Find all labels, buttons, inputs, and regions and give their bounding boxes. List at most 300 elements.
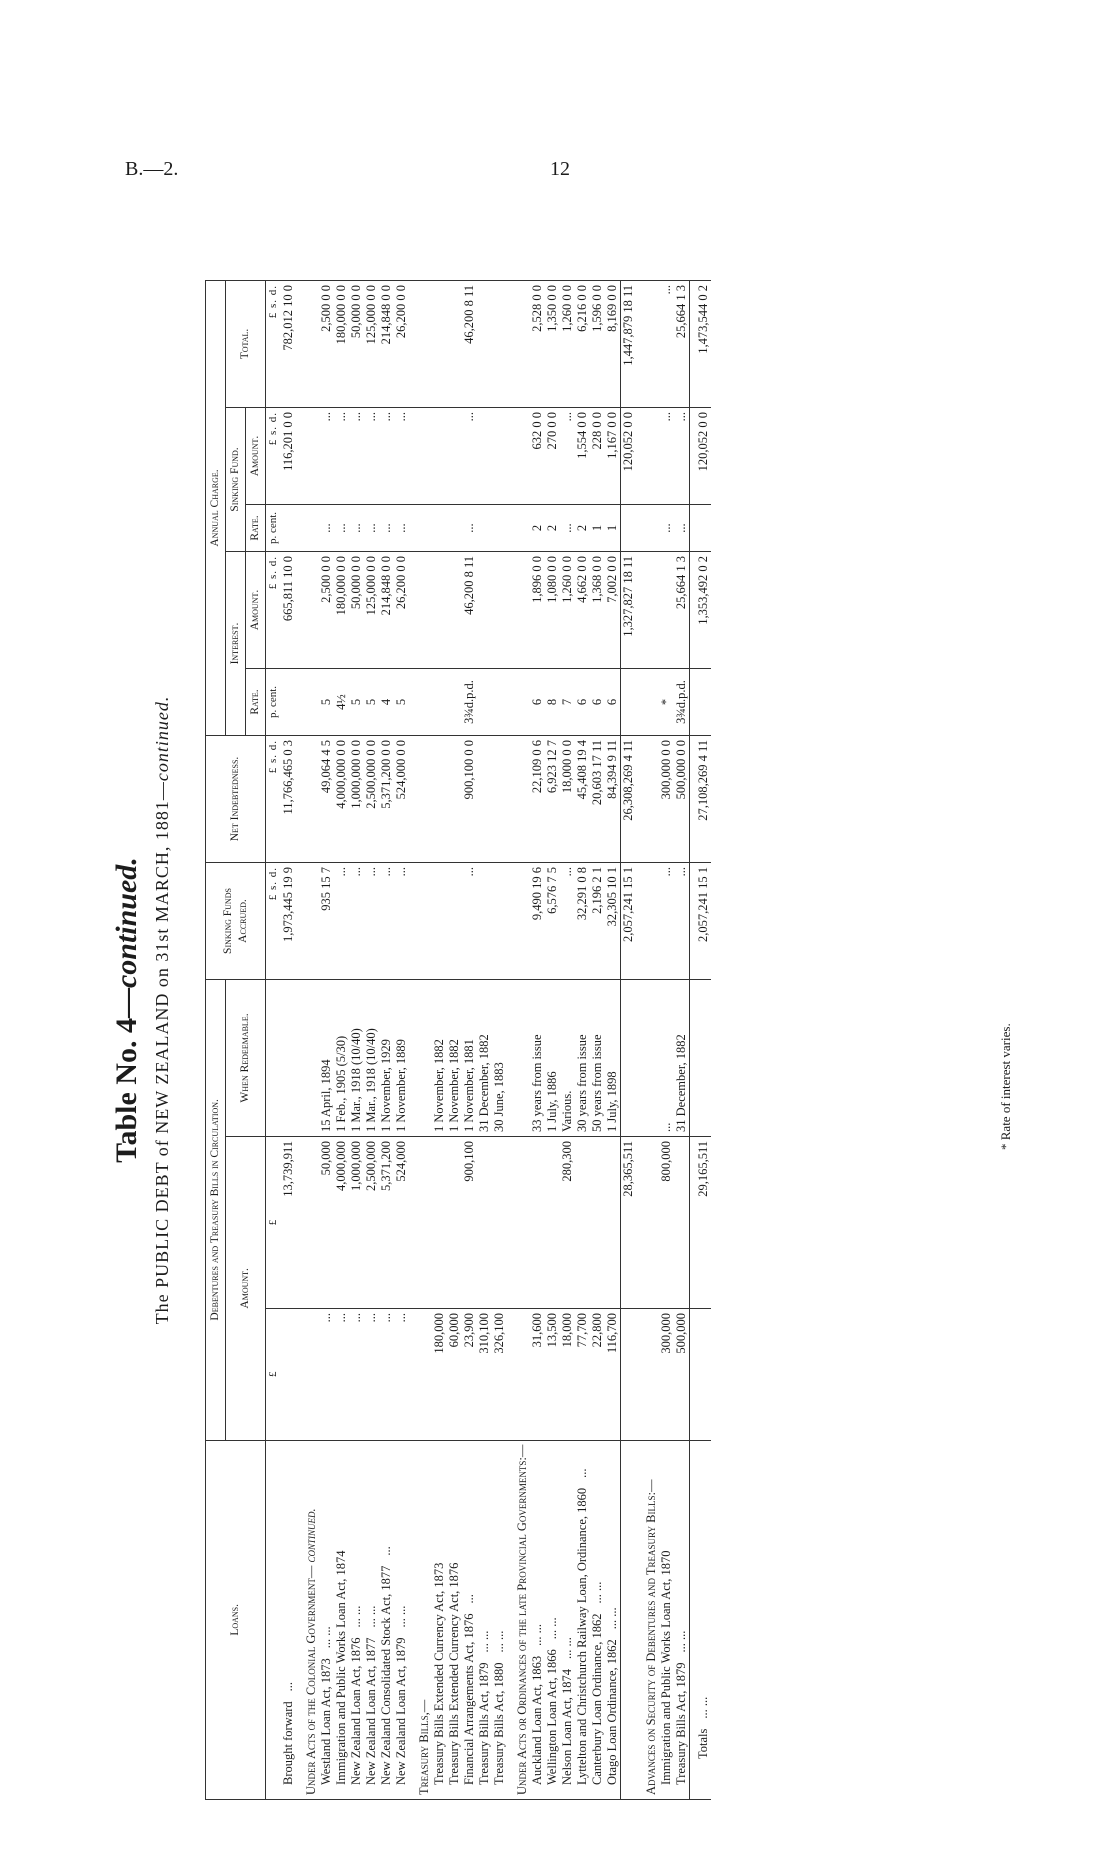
section-label: Under Acts of the Colonial Government— continued. [296,1440,319,1799]
empty-cell [409,863,432,980]
empty-cell [409,980,432,1137]
sinking-rate: ... [560,505,575,552]
sinking-rate: 2 [545,505,560,552]
when-redeemable [281,980,296,1137]
empty-cell [507,736,530,863]
loan-name: Wellington Loan Act, 1866... ... [545,1440,560,1799]
col-when: When Redeemable. [226,980,266,1137]
empty-cell [296,281,319,408]
interest-rate: 5 [349,669,364,736]
when-redeemable: 33 years from issue [530,980,545,1137]
annual-total: 180,000 0 0 [334,281,349,408]
amount-total [575,1137,590,1309]
net-indebtedness: 5,371,200 0 0 [379,736,394,863]
loan-name: New Zealand Loan Act, 1879... ... [394,1440,409,1799]
net-indebtedness: 49,064 4 5 [319,736,334,863]
annual-total: 6,216 0 0 [575,281,590,408]
sinking-amount: 632 0 0 [530,408,545,505]
loan-name: Westland Loan Act, 1873... ... [319,1440,334,1799]
col-int-rate: Rate. [246,669,266,736]
empty-cell [409,1308,432,1440]
dot-leader: ... [575,1468,589,1478]
interest-rate: 6 [605,669,621,736]
col-int-amount: Amount. [246,552,266,669]
sinking-amount [432,408,447,505]
empty-cell [409,408,432,505]
dot-leader: ... ... [319,1626,333,1649]
interest-amount: 1,080 0 0 [545,552,560,669]
sinking-amount [477,408,492,505]
loan-name: New Zealand Consolidated Stock Act, 1877... [379,1440,394,1799]
sinking-funds-accrued: ... [379,863,394,980]
interest-rate [621,669,637,736]
net-indebtedness: 20,603 17 11 [590,736,605,863]
amount-total [492,1137,507,1309]
annual-total [447,281,462,408]
sinking-funds-accrued: ... [462,863,477,980]
annual-total: 1,473,544 0 2 [690,281,712,408]
table-row [674,281,690,1800]
interest-rate [477,669,492,736]
col-total: Total. [226,281,266,408]
table-row [432,281,447,1800]
dot-leader: ... ... [349,1605,363,1628]
annual-total [432,281,447,408]
sinking-rate [281,505,296,552]
col-loans: Loans. [206,1440,266,1799]
net-indebtedness: 26,308,269 4 11 [621,736,637,863]
empty-cell [507,669,530,736]
interest-rate: 6 [530,669,545,736]
amount-total: 800,000 [659,1137,674,1309]
interest-amount: 180,000 0 0 [334,552,349,669]
when-redeemable [690,980,712,1137]
table-row [447,281,462,1800]
empty-cell [507,1137,530,1309]
when-redeemable: 1 July, 1898 [605,980,621,1137]
interest-amount: 26,200 0 0 [394,552,409,669]
sinking-funds-accrued: ... [659,863,674,980]
empty-cell [296,669,319,736]
empty-cell [409,669,432,736]
interest-rate: 5 [394,669,409,736]
sinking-amount: 270 0 0 [545,408,560,505]
net-indebtedness: 524,000 0 0 [394,736,409,863]
amount-part [281,1308,296,1440]
empty-cell [296,736,319,863]
empty-cell [296,980,319,1137]
net-indebtedness [447,736,462,863]
section-label: Under Acts or Ordinances of the late Provincial Governments:— [507,1440,530,1799]
when-redeemable: 1 November, 1882 [432,980,447,1137]
table-row [281,281,296,1800]
loan-name: New Zealand Loan Act, 1876... ... [349,1440,364,1799]
sinking-funds-accrued: ... [394,863,409,980]
empty-cell [636,281,659,408]
col-interest: Interest. [226,552,246,736]
loan-name: Financial Arrangements Act, 1876... [462,1440,477,1799]
sinking-amount: ... [560,408,575,505]
amount-total: 13,739,911 [281,1137,296,1309]
subtotal-row [621,281,637,1800]
empty-cell [507,408,530,505]
empty-cell [636,863,659,980]
section-label: Advances on Security of Debentures and Treasury Bills:— [636,1440,659,1799]
interest-amount [477,552,492,669]
sinking-funds-accrued: ... [560,863,575,980]
net-indebtedness: 2,500,000 0 0 [364,736,379,863]
interest-rate: 3¾d.p.d. [462,669,477,736]
dot-leader: ... ... [545,1617,559,1640]
sinking-funds-accrued [432,863,447,980]
when-redeemable: 1 November, 1929 [379,980,394,1137]
loan-name: Immigration and Public Works Loan Act, 1874 [334,1440,349,1799]
loan-name: Auckland Loan Act, 1863... ... [530,1440,545,1799]
interest-amount: 1,896 0 0 [530,552,545,669]
sinking-amount: ... [334,408,349,505]
empty-cell [409,1137,432,1309]
sinking-rate [492,505,507,552]
sinking-amount [492,408,507,505]
sinking-amount: ... [379,408,394,505]
table-row [605,281,621,1800]
loan-name: Lyttelton and Christchurch Railway Loan, Ordinance, 1860... [575,1440,590,1799]
sinking-amount: 1,554 0 0 [575,408,590,505]
net-indebtedness: 27,108,269 4 11 [690,736,712,863]
annual-total: 1,447,879 18 11 [621,281,637,408]
dot-leader: ... ... [394,1605,408,1628]
amount-part: 310,100 [477,1308,492,1440]
amount-part: 77,700 [575,1308,590,1440]
sinking-rate [690,505,712,552]
interest-rate [492,669,507,736]
interest-amount: 214,848 0 0 [379,552,394,669]
sinking-rate [477,505,492,552]
amount-total: 900,100 [462,1137,477,1309]
amount-part: ... [319,1308,334,1440]
sinking-rate: ... [462,505,477,552]
table-row [492,281,507,1800]
empty-cell [296,408,319,505]
annual-total: 2,500 0 0 [319,281,334,408]
annual-total: ... [659,281,674,408]
sinking-rate: 1 [605,505,621,552]
sinking-rate [447,505,462,552]
amount-total: 524,000 [394,1137,409,1309]
col-amount: Amount. [226,1137,266,1441]
table-row [334,281,349,1800]
net-indebtedness: 900,100 0 0 [462,736,477,863]
empty-cell [636,552,659,669]
interest-amount: 4,662 0 0 [575,552,590,669]
empty-cell [296,1308,319,1440]
when-redeemable: 30 June, 1883 [492,980,507,1137]
sinking-rate: ... [394,505,409,552]
interest-amount: 1,327,827 18 11 [621,552,637,669]
amount-total: 50,000 [319,1137,334,1309]
sinking-amount: ... [659,408,674,505]
empty-cell [507,281,530,408]
dot-leader: ... ... [364,1605,378,1628]
when-redeemable: 31 December, 1882 [477,980,492,1137]
table-row [319,281,334,1800]
interest-amount: 125,000 0 0 [364,552,379,669]
empty-cell [296,505,319,552]
table-row [590,281,605,1800]
table-row [477,281,492,1800]
when-redeemable: ... [659,980,674,1137]
when-redeemable: 50 years from issue [590,980,605,1137]
interest-amount: 25,664 1 3 [674,552,690,669]
interest-amount [447,552,462,669]
sinking-amount: ... [394,408,409,505]
amount-part: 23,900 [462,1308,477,1440]
net-indebtedness [477,736,492,863]
sinking-amount: 120,052 0 0 [690,408,712,505]
empty-cell [409,736,432,863]
annual-total: 26,200 0 0 [394,281,409,408]
table-row [379,281,394,1800]
interest-rate: 3¾d.p.d. [674,669,690,736]
amount-total: 280,300 [560,1137,575,1309]
empty-cell [296,552,319,669]
interest-amount: 2,500 0 0 [319,552,334,669]
loan-name: Nelson Loan Act, 1874... ... [560,1440,575,1799]
sinking-funds-accrued: ... [334,863,349,980]
empty-cell [296,1137,319,1309]
amount-total: 4,000,000 [334,1137,349,1309]
loan-name: Treasury Bills Act, 1879... ... [674,1440,690,1799]
sinking-funds-accrued: 2,057,241 15 1 [621,863,637,980]
sinking-funds-accrued [447,863,462,980]
interest-rate: 6 [590,669,605,736]
sinking-rate: 2 [530,505,545,552]
sinking-funds-accrued: 6,576 7 5 [545,863,560,980]
sinking-amount: ... [349,408,364,505]
net-indebtedness: 84,394 9 11 [605,736,621,863]
loan-name: Canterbury Loan Ordinance, 1862... ... [590,1440,605,1799]
dot-leader: ... ... [590,1581,604,1604]
table-subtitle: The PUBLIC DEBT of NEW ZEALAND on 31st MARCH, 1881—continued. [152,695,172,1325]
sinking-amount: ... [674,408,690,505]
amount-total: 28,365,511 [621,1137,637,1309]
annual-total: 25,664 1 3 [674,281,690,408]
loan-name: New Zealand Loan Act, 1877... ... [364,1440,379,1799]
interest-amount: 1,353,492 0 2 [690,552,712,669]
dot-leader: ... ... [492,1630,506,1653]
loan-name: Treasury Bills Extended Currency Act, 1873 [432,1440,447,1799]
when-redeemable: 1 Feb., 1905 (5/30) [334,980,349,1137]
totals-row [690,281,712,1800]
annual-total: 1,350 0 0 [545,281,560,408]
table-body [266,281,712,1800]
annual-total: 8,169 0 0 [605,281,621,408]
net-indebtedness: 4,000,000 0 0 [334,736,349,863]
interest-rate: 7 [560,669,575,736]
section-row [296,281,319,1800]
sinking-funds-accrued: 32,305 10 1 [605,863,621,980]
sinking-rate: ... [349,505,364,552]
interest-amount [659,552,674,669]
empty-cell [636,736,659,863]
sinking-amount: 1,167 0 0 [605,408,621,505]
sinking-rate: ... [379,505,394,552]
interest-amount: 1,368 0 0 [590,552,605,669]
col-annual: Annual Charge. [206,281,226,736]
units-row: £ £ £ s. d. £ s. d. p. cent. £ s. d. p. cent. £ s. d. £ s. d. [266,281,282,1800]
sinking-rate: ... [364,505,379,552]
amount-total [477,1137,492,1309]
loan-name: Immigration and Public Works Loan Act, 1870 [659,1440,674,1799]
empty-cell [636,408,659,505]
sinking-rate [621,505,637,552]
empty-cell [507,552,530,669]
loan-name: Treasury Bills Extended Currency Act, 1876 [447,1440,462,1799]
amount-total [530,1137,545,1309]
section-row [409,281,432,1800]
table-row [545,281,560,1800]
when-redeemable: 1 November, 1881 [462,980,477,1137]
when-redeemable: 31 December, 1882 [674,980,690,1137]
amount-total: 29,165,511 [690,1137,712,1309]
empty-cell [636,980,659,1137]
dot-leader: ... [379,1546,393,1556]
annual-total [492,281,507,408]
public-debt-table [205,280,711,1800]
table-title: Table No. 4—continued. [110,857,143,1163]
interest-amount: 46,200 8 11 [462,552,477,669]
interest-rate [447,669,462,736]
interest-amount: 7,002 0 0 [605,552,621,669]
net-indebtedness: 1,000,000 0 0 [349,736,364,863]
col-sf-rate: Rate. [246,505,266,552]
table-row [394,281,409,1800]
col-sinking: Sinking Fund. [226,408,246,552]
table-row [659,281,674,1800]
empty-cell [409,281,432,408]
table-row [364,281,379,1800]
amount-total: 2,500,000 [364,1137,379,1309]
section-label-italic: continued. [304,1508,318,1563]
sinking-funds-accrued: ... [674,863,690,980]
sinking-rate: ... [659,505,674,552]
sinking-amount: ... [364,408,379,505]
amount-total [674,1137,690,1309]
sinking-rate [432,505,447,552]
document-reference: B.—2. [125,158,179,180]
col-sf-amount: Amount. [246,408,266,505]
amount-total [447,1137,462,1309]
sinking-rate: ... [674,505,690,552]
amount-part: ... [349,1308,364,1440]
sinking-funds-accrued [492,863,507,980]
interest-rate: 5 [319,669,334,736]
sinking-funds-accrued [477,863,492,980]
interest-rate [432,669,447,736]
sinking-funds-accrued: 1,973,445 19 9 [281,863,296,980]
annual-total: 125,000 0 0 [364,281,379,408]
empty-cell [409,505,432,552]
sinking-amount: 228 0 0 [590,408,605,505]
loan-name: Brought forward... [281,1440,296,1799]
net-indebtedness: 11,766,465 0 3 [281,736,296,863]
when-redeemable: 1 Mar., 1918 (10/40) [349,980,364,1137]
interest-rate: 4 [379,669,394,736]
annual-total: 1,260 0 0 [560,281,575,408]
when-redeemable: 1 November, 1889 [394,980,409,1137]
amount-total [432,1137,447,1309]
net-indebtedness: 45,408 19 4 [575,736,590,863]
sinking-amount: ... [462,408,477,505]
annual-total: 2,528 0 0 [530,281,545,408]
interest-rate [690,669,712,736]
interest-amount: 665,811 10 0 [281,552,296,669]
col-debentures: Debentures and Treasury Bills in Circulation. [206,980,226,1441]
dot-leader: ... [462,1594,476,1604]
col-sinking-accrued: Sinking Funds Accrued. [206,863,266,980]
col-net: Net Indebtedness. [206,736,266,863]
annual-total: 46,200 8 11 [462,281,477,408]
dot-leader: ... ... [530,1623,544,1646]
net-indebtedness: 22,109 0 6 [530,736,545,863]
sinking-funds-accrued: ... [364,863,379,980]
table-row [462,281,477,1800]
loan-name [621,1440,637,1799]
sinking-rate: 1 [590,505,605,552]
sinking-amount: ... [319,408,334,505]
amount-total: 1,000,000 [349,1137,364,1309]
interest-amount [492,552,507,669]
sinking-amount: 116,201 0 0 [281,408,296,505]
amount-total [545,1137,560,1309]
empty-cell [296,863,319,980]
interest-rate: * [659,669,674,736]
amount-part: 31,600 [530,1308,545,1440]
interest-rate: 6 [575,669,590,736]
amount-part: 18,000 [560,1308,575,1440]
net-indebtedness [432,736,447,863]
interest-rate: 5 [364,669,379,736]
dot-leader: ... ... [674,1630,688,1653]
section-label: Treasury Bills,— [409,1440,432,1799]
when-redeemable: 1 November, 1882 [447,980,462,1137]
rotated-table-page [100,220,1013,1800]
amount-part: ... [394,1308,409,1440]
sinking-rate: 2 [575,505,590,552]
interest-amount: 50,000 0 0 [349,552,364,669]
sinking-rate: ... [334,505,349,552]
annual-total: 214,848 0 0 [379,281,394,408]
empty-cell [507,505,530,552]
table-row [530,281,545,1800]
annual-total [477,281,492,408]
amount-total [590,1137,605,1309]
loan-name: Treasury Bills Act, 1879... ... [477,1440,492,1799]
amount-part: 500,000 [674,1308,690,1440]
when-redeemable: 30 years from issue [575,980,590,1137]
empty-cell [636,1137,659,1309]
sinking-funds-accrued: 935 15 7 [319,863,334,980]
sinking-funds-accrued: 9,490 19 6 [530,863,545,980]
amount-part: 180,000 [432,1308,447,1440]
annual-total: 1,596 0 0 [590,281,605,408]
table-row [349,281,364,1800]
net-indebtedness: 500,000 0 0 [674,736,690,863]
amount-part: 116,700 [605,1308,621,1440]
empty-cell [507,980,530,1137]
amount-part: ... [364,1308,379,1440]
dot-leader: ... [281,1681,295,1692]
